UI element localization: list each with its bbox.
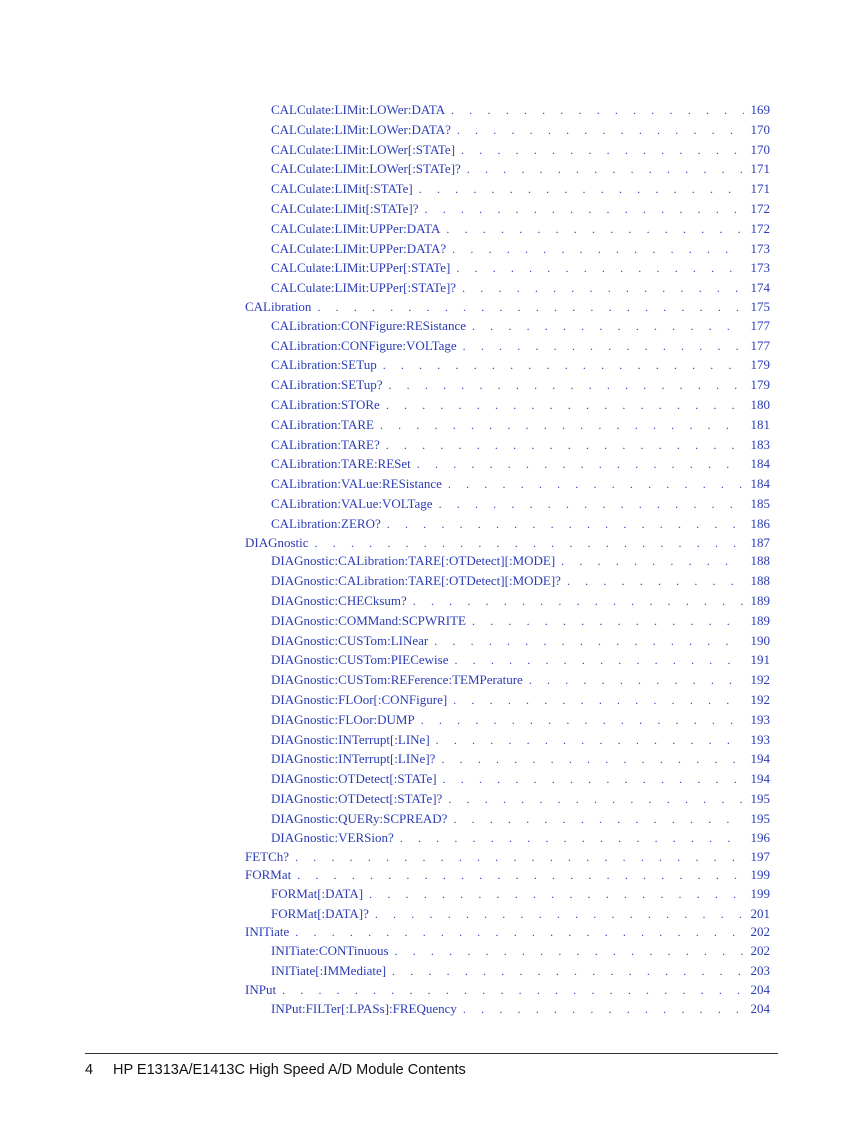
toc-page-number: 192	[750, 672, 770, 688]
dot-leader	[436, 731, 744, 751]
toc-page-number: 195	[750, 790, 770, 806]
toc-page-number: 199	[750, 867, 770, 883]
toc-entry-label: CALibration	[245, 298, 312, 314]
toc-page-number: 190	[750, 632, 770, 648]
page-footer	[85, 1062, 466, 1078]
toc-page-number: 201	[750, 905, 770, 921]
toc-page-number: 173	[750, 260, 770, 276]
toc-entry-link[interactable]	[245, 159, 770, 179]
toc-page-number: 194	[750, 771, 770, 787]
dot-leader	[441, 750, 744, 770]
toc-entry-link[interactable]	[245, 100, 770, 120]
toc-entry-label: DIAGnostic:INTerrupt[:LINe]?	[271, 751, 436, 767]
toc-entry-link[interactable]	[245, 591, 770, 611]
toc-entry-link[interactable]	[245, 336, 770, 356]
toc-entry-label: CALibration:STORe	[271, 396, 380, 412]
toc-page-number: 191	[750, 652, 770, 668]
toc-entry-link[interactable]	[245, 749, 770, 769]
toc-entry-label: CALibration:CONFigure:VOLTage	[271, 337, 457, 353]
footer-page-number: 4	[85, 1062, 94, 1078]
toc-entry-link[interactable]	[245, 395, 770, 415]
toc-page-number: 203	[750, 963, 770, 979]
dot-leader	[317, 299, 744, 317]
dot-leader	[462, 279, 744, 299]
toc-page-number: 188	[750, 573, 770, 589]
toc-entry-label: CALibration:SETup	[271, 357, 377, 373]
dot-leader	[383, 356, 744, 376]
toc-entry-label: FORMat	[245, 867, 292, 883]
dot-leader	[472, 317, 744, 337]
toc-page-number: 180	[750, 396, 770, 412]
dot-leader	[463, 1000, 744, 1020]
dot-leader	[443, 770, 744, 790]
toc-entry-link[interactable]	[245, 435, 770, 455]
toc-entry-label: CALibration:TARE?	[271, 436, 380, 452]
dot-leader	[282, 982, 744, 1000]
toc-page-number: 193	[750, 711, 770, 727]
toc-entry-label: DIAGnostic:VERSion?	[271, 830, 394, 846]
dot-leader	[386, 436, 744, 456]
toc-entry-label: DIAGnostic:QUERy:SCPREAD?	[271, 810, 448, 826]
dot-leader	[461, 141, 744, 161]
dot-leader	[452, 240, 744, 260]
footer-rule	[85, 1053, 778, 1054]
toc-section-link[interactable]	[245, 298, 770, 316]
toc-page-number: 179	[750, 357, 770, 373]
dot-leader	[472, 612, 744, 632]
toc-entry-link[interactable]	[245, 789, 770, 809]
toc-page-number: 196	[750, 830, 770, 846]
toc-entry-label: DIAGnostic:COMMand:SCPWRITE	[271, 612, 466, 628]
dot-leader	[295, 849, 744, 867]
toc-entry-link[interactable]	[245, 316, 770, 336]
toc-entry-label: CALCulate:LIMit:LOWer:DATA	[271, 102, 446, 117]
toc-entry-label: CALCulate:LIMit:LOWer:DATA?	[271, 121, 451, 137]
toc-entry-link[interactable]	[245, 670, 770, 690]
toc-page-number: 189	[750, 592, 770, 608]
toc-entry-link[interactable]	[245, 941, 770, 961]
toc-entry-label: INPut	[245, 981, 277, 997]
dot-leader	[375, 905, 744, 925]
toc-entry-label: DIAGnostic:INTerrupt[:LINe]	[271, 731, 430, 747]
dot-leader	[387, 515, 744, 535]
toc-entry-label: INITiate:CONTinuous	[271, 943, 389, 959]
toc-entry-label: CALCulate:LIMit[:STATe]	[271, 181, 413, 197]
toc-entry-label: INITiate[:IMMediate]	[271, 963, 387, 979]
toc-entry-label: DIAGnostic:OTDetect[:STATe]	[271, 771, 437, 787]
toc-page-number: 184	[750, 456, 770, 472]
footer-title: HP E1313A/E1413C High Speed A/D Module Contents	[113, 1062, 466, 1078]
toc-page-number: 177	[750, 337, 770, 353]
dot-leader	[395, 942, 744, 962]
dot-leader	[419, 180, 744, 200]
toc-page-number: 181	[750, 416, 770, 432]
dot-leader	[448, 475, 744, 495]
toc-page-number: 171	[750, 161, 770, 177]
dot-leader	[529, 671, 744, 691]
dot-leader	[448, 790, 744, 810]
toc-page-number: 169	[750, 102, 770, 117]
toc-page-number: 174	[750, 280, 770, 296]
toc-entry-link[interactable]	[245, 454, 770, 474]
toc-page-number: 170	[750, 121, 770, 137]
toc-section-link[interactable]	[245, 981, 770, 999]
toc-page-number: 194	[750, 751, 770, 767]
toc-page-number: 202	[750, 943, 770, 959]
toc-entry-label: DIAGnostic:OTDetect[:STATe]?	[271, 790, 443, 806]
toc-entry-label: INPut:FILTer[:LPASs]:FREQuency	[271, 1000, 457, 1016]
dot-leader	[386, 396, 744, 416]
toc-page-number: 184	[750, 476, 770, 492]
toc-entry-link[interactable]	[245, 179, 770, 199]
toc-entry-label: DIAGnostic:CUSTom:LINear	[271, 632, 429, 648]
dot-leader	[315, 535, 744, 553]
toc-entry-label: DIAGnostic:FLOor:DUMP	[271, 711, 415, 727]
toc-page-number: 189	[750, 612, 770, 628]
dot-leader	[417, 455, 744, 475]
toc-entry-link[interactable]	[245, 884, 770, 904]
toc-page-number: 193	[750, 731, 770, 747]
toc-page-number: 172	[750, 220, 770, 236]
toc-entry-label: CALibration:SETup?	[271, 377, 383, 393]
toc-entry-link[interactable]	[245, 355, 770, 375]
table-of-contents	[245, 100, 770, 1018]
toc-page-number: 187	[750, 534, 770, 550]
dot-leader	[439, 495, 744, 515]
toc-page-number: 195	[750, 810, 770, 826]
toc-entry-link[interactable]	[245, 904, 770, 924]
toc-section-link[interactable]	[245, 866, 770, 884]
toc-section-link[interactable]	[245, 534, 770, 552]
toc-entry-label: DIAGnostic:CHECksum?	[271, 592, 407, 608]
toc-page-number: 197	[750, 849, 770, 865]
toc-entry-link[interactable]	[245, 258, 770, 278]
toc-entry-link[interactable]	[245, 219, 770, 239]
toc-entry-link[interactable]	[245, 828, 770, 848]
toc-entry-label: CALibration:CONFigure:RESistance	[271, 317, 466, 333]
toc-entry-label: DIAGnostic:CUSTom:REFerence:TEMPerature	[271, 672, 523, 688]
toc-entry-label: CALCulate:LIMit[:STATe]?	[271, 200, 419, 216]
dot-leader	[451, 101, 744, 121]
toc-entry-label: CALibration:VALue:RESistance	[271, 476, 442, 492]
toc-page-number: 170	[750, 141, 770, 157]
toc-entry-link[interactable]	[245, 375, 770, 395]
dot-leader	[297, 867, 744, 885]
toc-page-number: 175	[750, 298, 770, 314]
dot-leader	[453, 691, 744, 711]
toc-entry-label: CALCulate:LIMit:UPPer:DATA	[271, 220, 441, 236]
dot-leader	[457, 121, 744, 141]
toc-section-link[interactable]	[245, 923, 770, 941]
toc-section-link[interactable]	[245, 848, 770, 866]
toc-entry-label: CALibration:VALue:VOLTage	[271, 495, 433, 511]
toc-entry-link[interactable]	[245, 730, 770, 750]
toc-page-number: 171	[750, 181, 770, 197]
toc-entry-label: CALCulate:LIMit:UPPer[:STATe]?	[271, 280, 457, 296]
toc-entry-link[interactable]	[245, 571, 770, 591]
dot-leader	[434, 632, 744, 652]
toc-page-number: 202	[750, 924, 770, 940]
toc-entry-label: CALibration:TARE:RESet	[271, 456, 411, 472]
toc-page-number: 186	[750, 515, 770, 531]
dot-leader	[369, 885, 744, 905]
toc-entry-label: DIAGnostic:CALibration:TARE[:OTDetect][:MODE]	[271, 553, 556, 569]
toc-page-number: 192	[750, 691, 770, 707]
dot-leader	[456, 259, 744, 279]
toc-entry-label: DIAGnostic:CUSTom:PIECewise	[271, 652, 449, 668]
toc-page-number: 199	[750, 885, 770, 901]
dot-leader	[446, 220, 744, 240]
toc-entry-link[interactable]	[245, 690, 770, 710]
dot-leader	[392, 962, 744, 982]
dot-leader	[567, 572, 744, 592]
toc-page-number: 173	[750, 240, 770, 256]
toc-entry-label: CALCulate:LIMit:LOWer[:STATe]	[271, 141, 456, 157]
toc-entry-link[interactable]	[245, 120, 770, 140]
toc-entry-link[interactable]	[245, 278, 770, 298]
toc-entry-link[interactable]	[245, 140, 770, 160]
toc-page-number: 204	[750, 1000, 770, 1016]
dot-leader	[413, 592, 744, 612]
dot-leader	[467, 160, 744, 180]
toc-entry-link[interactable]	[245, 611, 770, 631]
toc-entry-label: FETCh?	[245, 849, 290, 865]
toc-entry-label: DIAGnostic:CALibration:TARE[:OTDetect][:MODE]?	[271, 573, 561, 589]
toc-entry-link[interactable]	[245, 514, 770, 534]
toc-page-number: 172	[750, 200, 770, 216]
dot-leader	[380, 416, 744, 436]
dot-leader	[388, 376, 744, 396]
toc-entry-label: DIAGnostic:FLOor[:CONFigure]	[271, 691, 448, 707]
toc-page-number: 183	[750, 436, 770, 452]
dot-leader	[295, 924, 744, 942]
toc-entry-label: CALibration:TARE	[271, 416, 374, 432]
toc-entry-link[interactable]	[245, 769, 770, 789]
dot-leader	[421, 711, 744, 731]
dot-leader	[453, 810, 744, 830]
toc-entry-label: CALCulate:LIMit:UPPer:DATA?	[271, 240, 447, 256]
toc-entry-link[interactable]	[245, 650, 770, 670]
toc-entry-link[interactable]	[245, 961, 770, 981]
toc-page-number: 185	[750, 495, 770, 511]
dot-leader	[463, 337, 744, 357]
toc-entry-label: DIAGnostic	[245, 534, 309, 550]
dot-leader	[561, 552, 744, 572]
toc-entry-link[interactable]	[245, 415, 770, 435]
toc-page-number: 177	[750, 317, 770, 333]
toc-entry-link[interactable]	[245, 494, 770, 514]
dot-leader	[400, 829, 744, 849]
toc-entry-label: CALCulate:LIMit:LOWer[:STATe]?	[271, 161, 461, 177]
toc-entry-link[interactable]	[245, 809, 770, 829]
toc-entry-label: FORMat[:DATA]	[271, 885, 364, 901]
toc-page-number: 179	[750, 377, 770, 393]
dot-leader	[425, 200, 744, 220]
toc-entry-link[interactable]	[245, 239, 770, 259]
toc-entry-link[interactable]	[245, 474, 770, 494]
toc-entry-label: CALibration:ZERO?	[271, 515, 381, 531]
toc-entry-label: FORMat[:DATA]?	[271, 905, 369, 921]
toc-page-number: 188	[750, 553, 770, 569]
toc-entry-label: INITiate	[245, 924, 290, 940]
toc-page-number: 204	[750, 981, 770, 997]
toc-entry-link[interactable]	[245, 631, 770, 651]
toc-entry-label: CALCulate:LIMit:UPPer[:STATe]	[271, 260, 451, 276]
toc-entry-link[interactable]	[245, 551, 770, 571]
toc-entry-link[interactable]	[245, 999, 770, 1019]
toc-entry-link[interactable]	[245, 199, 770, 219]
dot-leader	[454, 651, 744, 671]
toc-entry-link[interactable]	[245, 710, 770, 730]
